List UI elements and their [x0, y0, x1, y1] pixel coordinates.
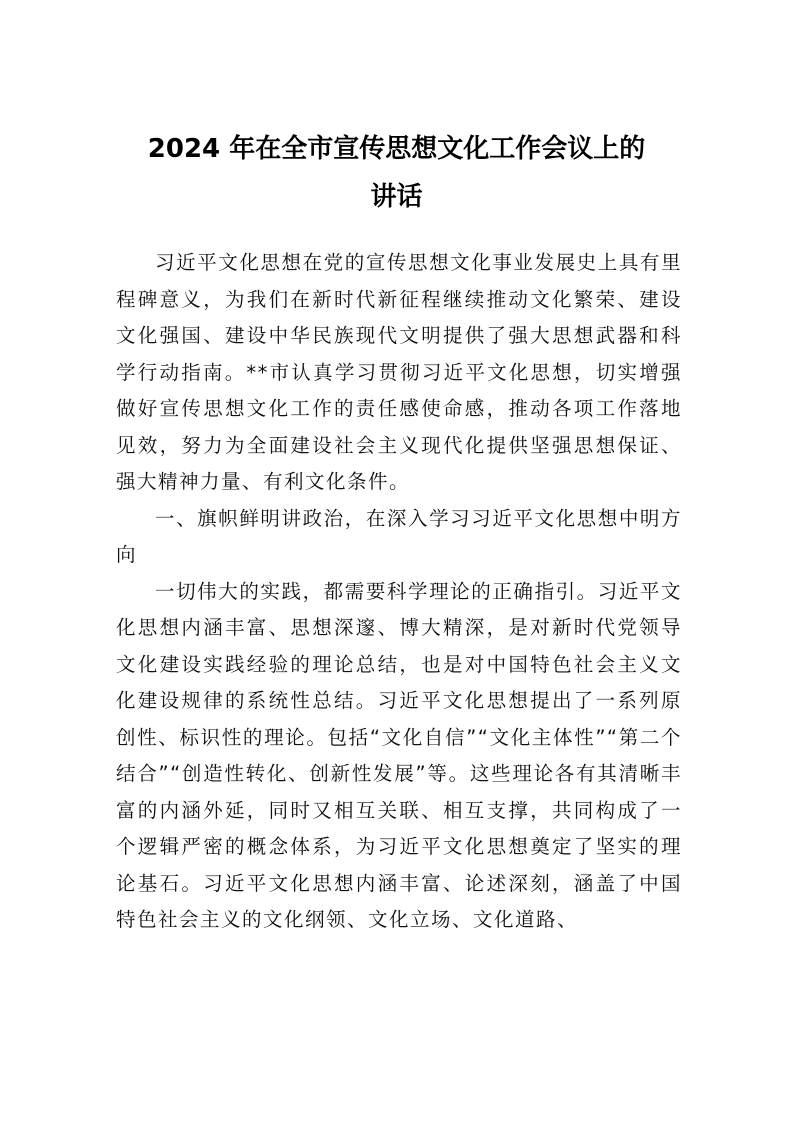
document-title-line-1: 2024 年在全市宣传思想文化工作会议上的: [147, 134, 646, 164]
document-body: [116, 245, 682, 939]
document-title-line-2: 讲话: [370, 182, 423, 212]
section-heading-1: 一、旗帜鲜明讲政治，在深入学习习近平文化思想中明方向: [116, 506, 682, 566]
paragraph-intro: 习近平文化思想在党的宣传思想文化事业发展史上具有里程碑意义，为我们在新时代新征程继续推动文化繁荣、建设文化强国、建设中华民族现代文明提供了强大思想武器和科学行动指南。**市认真学习贯彻习近平文化思想，切实增强做好宣传思想文化工作的责任感使命感，推动各项工作落地见效，努力为全面建设社会主义现代化提供坚强思想保证、强大精神力量、有利文化条件。: [116, 251, 682, 493]
paragraph-section-1: 一切伟大的实践，都需要科学理论的正确指引。习近平文化思想内涵丰富、思想深邃、博大精深，是对新时代党领导文化建设实践经验的理论总结，也是对中国特色社会主义文化建设规律的系统性总结。习近平文化思想提出了一系列原创性、标识性的理论。包括“文化自信”“文化主体性”“第二个结合”“创造性转化、创新性发展”等。这些理论各有其清晰丰富的内涵外延，同时又相互关联、相互支撑，共同构成了一个逻辑严密的概念体系，为习近平文化思想奠定了坚实的理论基石。习近平文化思想内涵丰富、论述深刻，涵盖了中国特色社会主义的文化纲领、文化立场、文化道路、: [116, 579, 682, 931]
